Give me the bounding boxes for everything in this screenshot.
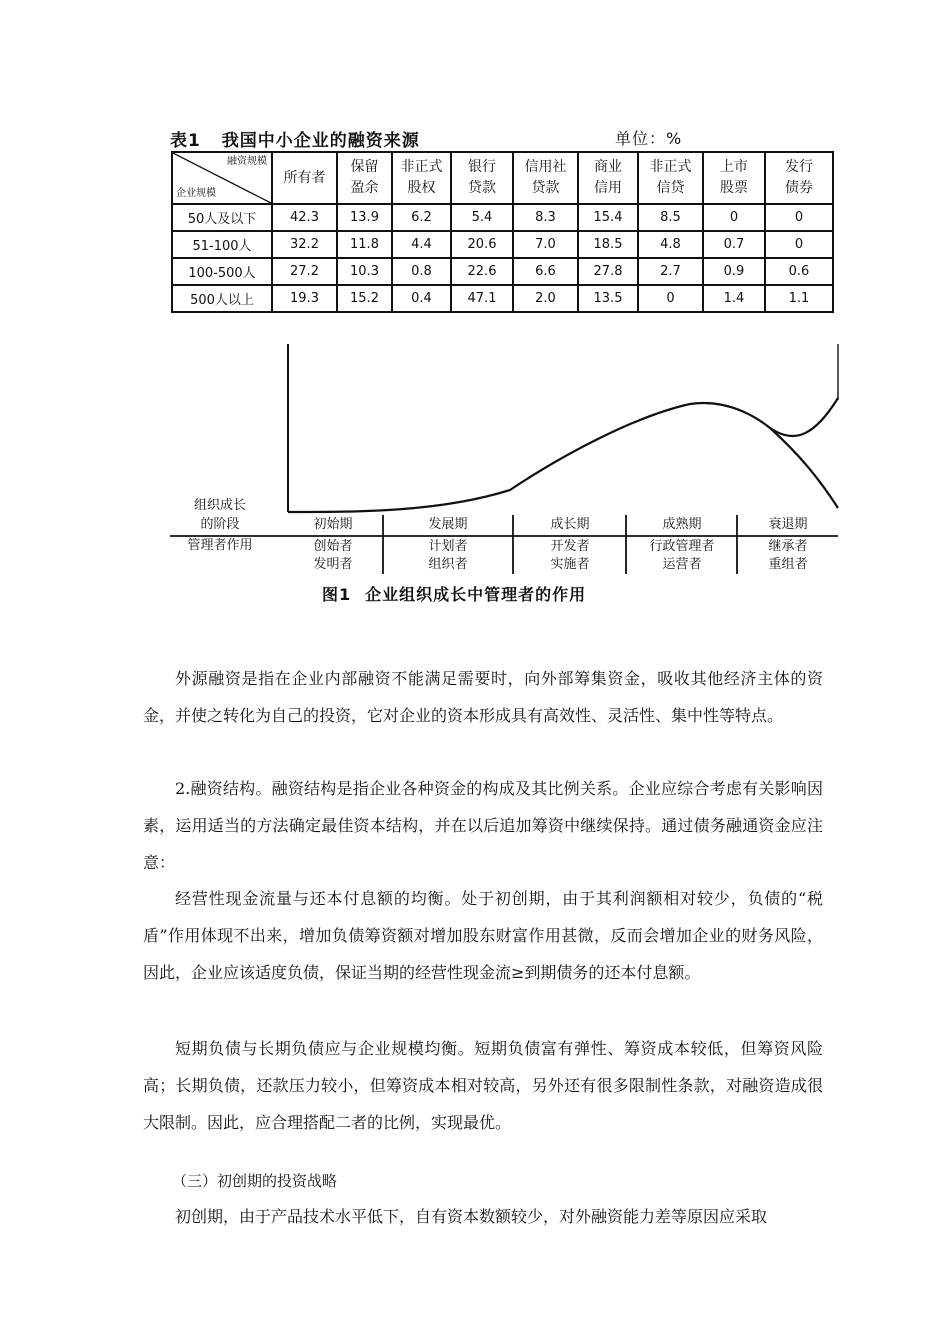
stage-role: 实施者 — [550, 557, 590, 572]
table-row — [172, 258, 833, 285]
table-cell: 6.2 — [392, 204, 451, 231]
stage-row-label-a: 组织成长 — [193, 498, 247, 513]
corner-bottom-label: 企业规模 — [176, 188, 216, 199]
paragraph-external-financing: 外源融资是指在企业内部融资不能满足需要时，向外部筹集资金，吸收其他经济主体的资金，并使之转化为自己的投资，它对企业的资本形成具有高效性、灵活性、集中性等特点。 — [143, 669, 823, 725]
table-cell: 0 — [638, 285, 703, 312]
stage-row-label-b: 的阶段 — [200, 517, 240, 532]
table-cell: 8.3 — [513, 204, 578, 231]
table-cell: 0.6 — [765, 258, 833, 285]
table-cell: 1.1 — [765, 285, 833, 312]
table-cell: 47.1 — [451, 285, 513, 312]
table-label: 表1 — [170, 131, 201, 151]
row-label: 50人及以下 — [172, 204, 272, 231]
table-cell: 6.6 — [513, 258, 578, 285]
table-cell: 2.0 — [513, 285, 578, 312]
row-label: 100-500人 — [172, 258, 272, 285]
table-unit: 单位：% — [615, 129, 683, 148]
role-row-label: 管理者作用 — [187, 538, 253, 553]
table-cell: 0 — [703, 204, 765, 231]
table-cell: 15.4 — [578, 204, 638, 231]
table-cell: 2.7 — [638, 258, 703, 285]
table-row — [172, 204, 833, 231]
table-cell: 27.8 — [578, 258, 638, 285]
table-cell: 7.0 — [513, 231, 578, 258]
paragraph-cashflow-balance: 经营性现金流量与还本付息额的均衡。处于初创期，由于其利润额相对较少，负债的“税盾”作用体现不出来，增加负债筹资额对增加股东财富作用甚微，反而会增加企业的财务风险，因此，企业应该适度负债，保证当期的经营性现金流≥到期债务的还本付息额。 — [143, 889, 823, 982]
table-cell: 20.6 — [451, 231, 513, 258]
table-cell: 13.5 — [578, 285, 638, 312]
table-cell: 19.3 — [272, 285, 337, 312]
header-cell: 发行 债券 — [765, 152, 833, 204]
stage-role: 继承者 — [768, 539, 808, 554]
stage-role: 创始者 — [313, 539, 353, 554]
stage-name: 成熟期 — [662, 517, 702, 532]
paragraph-financing-structure: 2.融资结构。融资结构是指企业各种资金的构成及其比例关系。企业应综合考虑有关影响因素，运用适当的方法确定最佳资本结构，并在以后追加筹资中继续保持。通过债务融通资金应注意： — [143, 779, 823, 872]
decline-branch-curve — [770, 428, 838, 508]
stage-name: 成长期 — [550, 517, 590, 532]
figure-caption-text: 企业组织成长中管理者的作用 — [365, 585, 587, 604]
header-cell: 保留 盈余 — [337, 152, 392, 204]
paragraph-startup-investment: 初创期，由于产品技术水平低下，自有资本数额较少，对外融资能力差等原因应采取 — [175, 1207, 768, 1226]
stage-role: 行政管理者 — [649, 539, 715, 554]
table-header-row — [172, 152, 833, 204]
table-cell: 0.7 — [703, 231, 765, 258]
table-cell: 8.5 — [638, 204, 703, 231]
stage-role: 运营者 — [662, 557, 702, 572]
header-cell: 商业 信用 — [578, 152, 638, 204]
table-cell: 0.4 — [392, 285, 451, 312]
table-cell: 15.2 — [337, 285, 392, 312]
table-cell: 11.8 — [337, 231, 392, 258]
stage-name: 发展期 — [428, 517, 468, 532]
table-title-text: 我国中小企业的融资来源 — [221, 131, 420, 151]
header-cell: 所有者 — [272, 152, 337, 204]
table-cell: 4.4 — [392, 231, 451, 258]
stage-role: 计划者 — [428, 539, 468, 554]
header-cell: 上市 股票 — [703, 152, 765, 204]
corner-top-label: 融资规模 — [227, 156, 267, 167]
table-cell: 4.8 — [638, 231, 703, 258]
section-heading: （三）初创期的投资战略 — [172, 1172, 338, 1190]
table-title — [170, 126, 840, 151]
figure-label: 图1 — [322, 585, 352, 604]
header-cell: 非正式 股权 — [392, 152, 451, 204]
table-cell: 5.4 — [451, 204, 513, 231]
table-corner-cell — [172, 152, 272, 204]
paragraph-debt-balance: 短期负债与长期负债应与企业规模均衡。短期负债富有弹性、筹资成本较低，但筹资风险高；长期负债，还款压力较小，但筹资成本相对较高，另外还有很多限制性条款，对融资造成很大限制。因此，应合理搭配二者的比例，实现最优。 — [143, 1039, 823, 1132]
table-cell: 42.3 — [272, 204, 337, 231]
table-cell: 0 — [765, 231, 833, 258]
stage-role: 发明者 — [313, 557, 353, 572]
stage-role: 开发者 — [550, 539, 590, 554]
stage-name: 初始期 — [313, 517, 353, 532]
financing-sources-table — [171, 151, 834, 313]
stage-name: 衰退期 — [768, 517, 808, 532]
table-cell: 10.3 — [337, 258, 392, 285]
header-cell: 信用社 贷款 — [513, 152, 578, 204]
table-cell: 27.2 — [272, 258, 337, 285]
revival-branch-curve — [770, 398, 838, 436]
growth-curve — [288, 403, 770, 512]
stage-role: 组织者 — [428, 557, 468, 572]
table-cell: 0.9 — [703, 258, 765, 285]
table-cell: 13.9 — [337, 204, 392, 231]
figure-caption — [322, 582, 586, 605]
row-label: 500人以上 — [172, 285, 272, 312]
table-row — [172, 285, 833, 312]
table-cell: 0.8 — [392, 258, 451, 285]
table-cell: 18.5 — [578, 231, 638, 258]
table-cell: 32.2 — [272, 231, 337, 258]
header-cell: 非正式 信贷 — [638, 152, 703, 204]
organization-growth-figure — [170, 340, 850, 575]
table-cell: 0 — [765, 204, 833, 231]
stage-role: 重组者 — [768, 557, 808, 572]
table-row — [172, 231, 833, 258]
table-cell: 1.4 — [703, 285, 765, 312]
header-cell: 银行 贷款 — [451, 152, 513, 204]
table-cell: 22.6 — [451, 258, 513, 285]
row-label: 51-100人 — [172, 231, 272, 258]
